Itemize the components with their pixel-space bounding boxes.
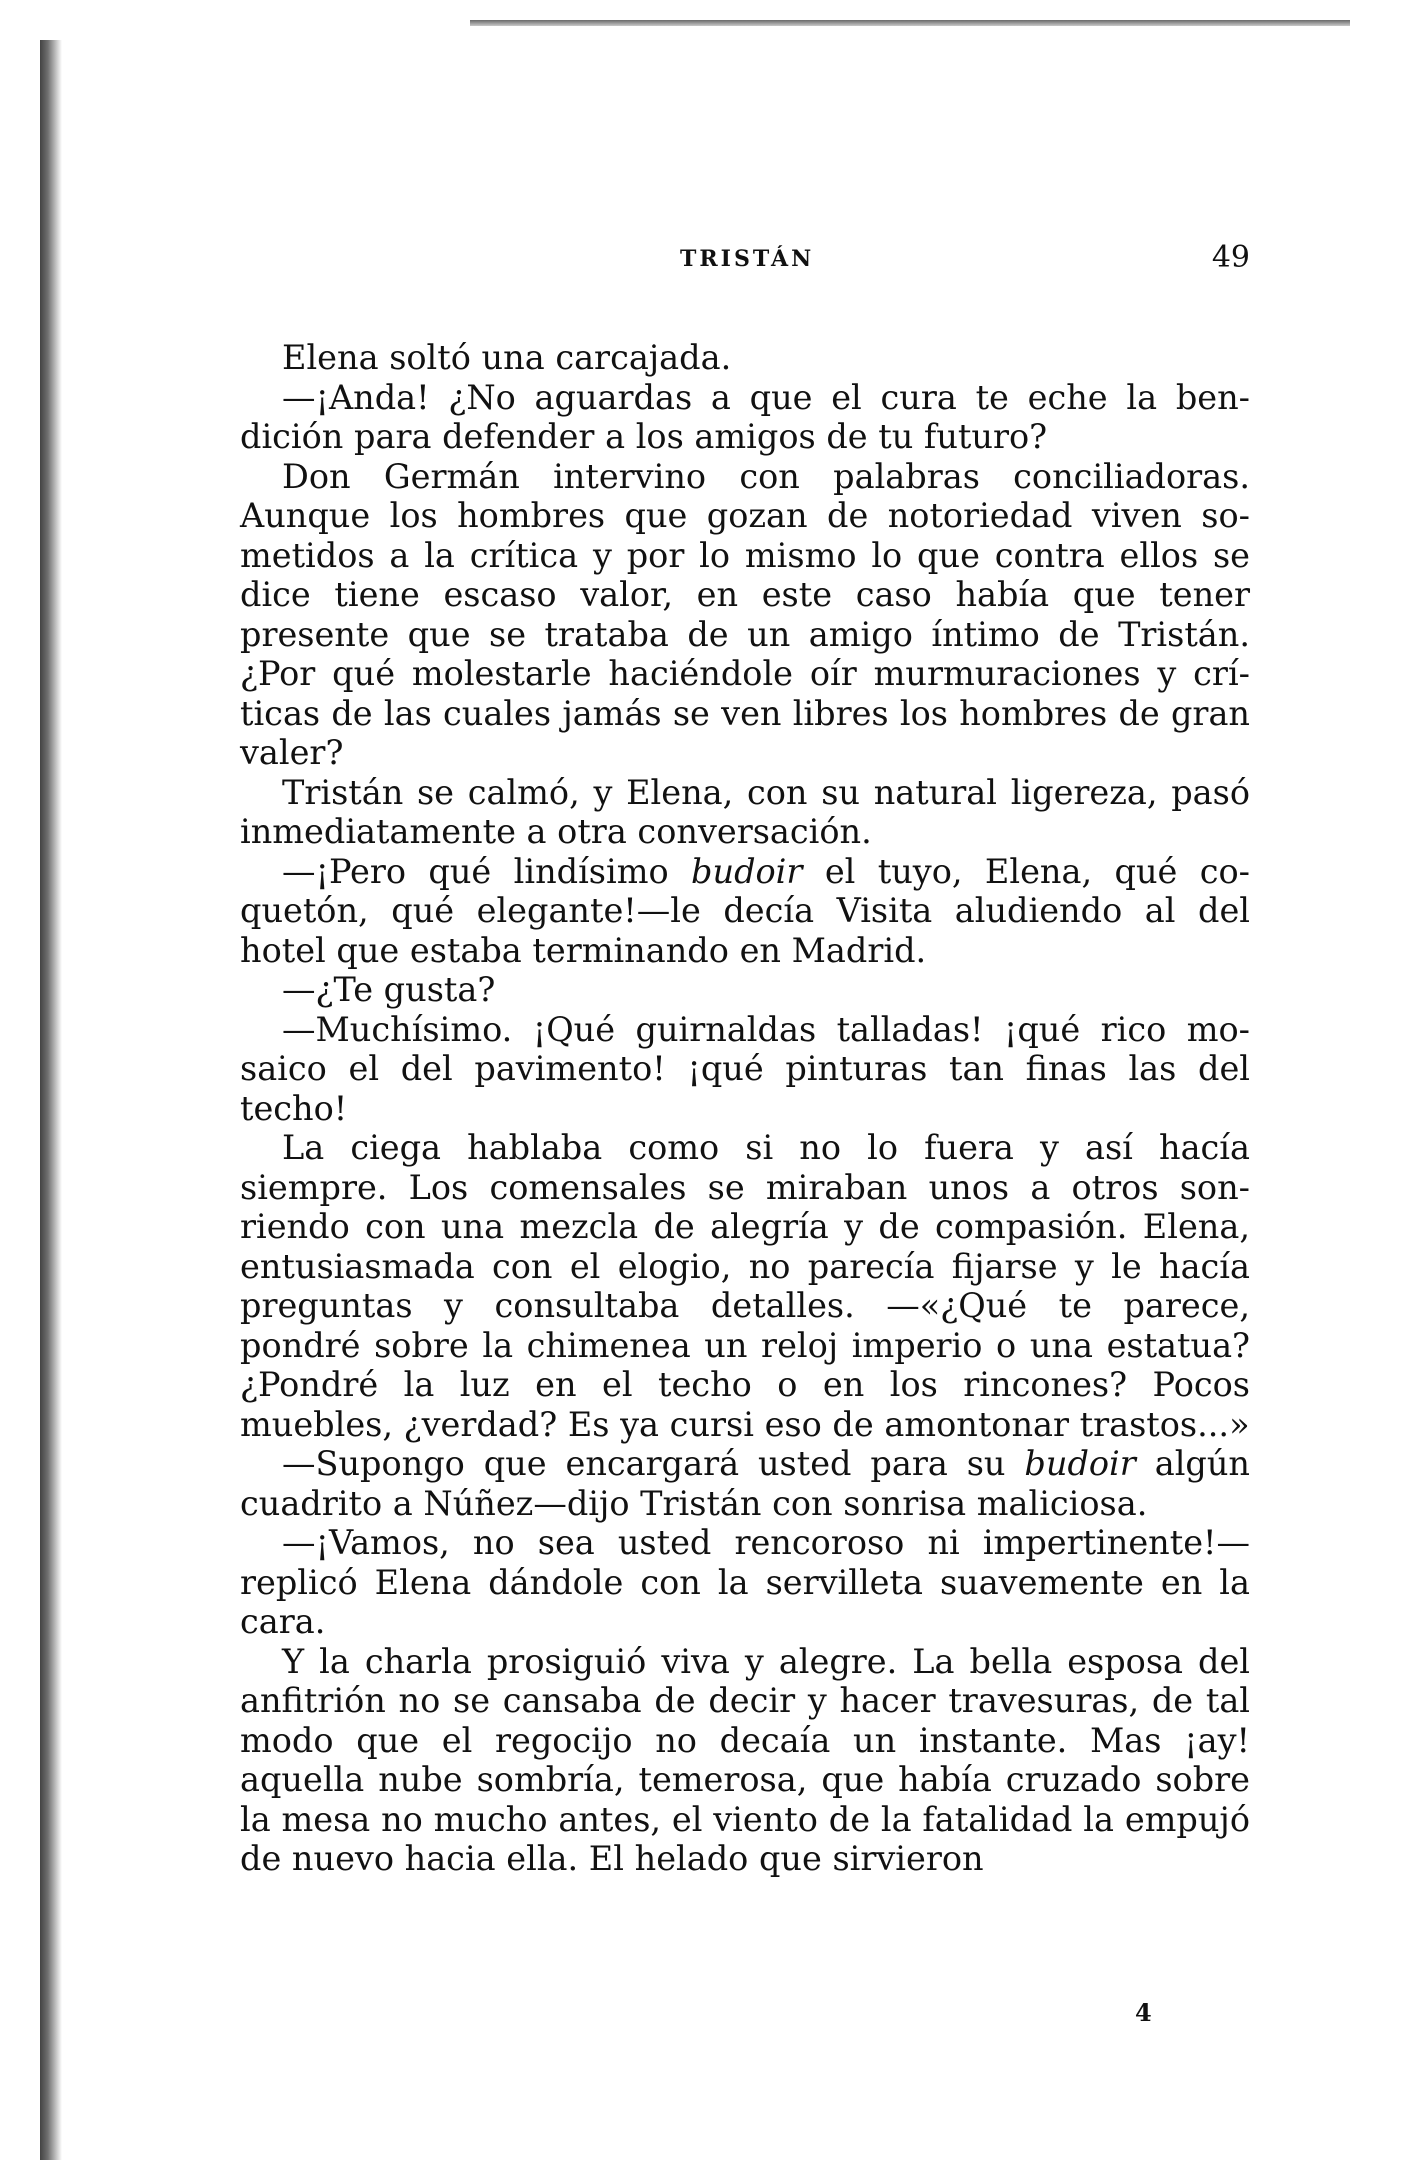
paragraph-5-start: —¡Pero qué lindísimo	[282, 851, 692, 891]
paragraph-9-end: algún cuadrito a Núñez—dijo Tristán con sonrisa maliciosa.	[240, 1444, 1250, 1523]
signature-mark: 4	[1135, 1998, 1152, 2027]
page-header	[240, 240, 1250, 280]
paragraph-6: —¿Te gusta?	[282, 970, 496, 1009]
paragraph-7: —Muchísimo. ¡Qué guirnaldas talladas! ¡qué rico mosaico el del pavimento! ¡qué pinturas tan finas las del techo!	[240, 1009, 1250, 1128]
paragraph-5-end: el tuyo, Elena, qué coquetón, qué elegante!—le decía Visita aludiendo al del hotel que estaba terminando en Madrid.	[240, 851, 1250, 970]
body-text	[240, 338, 1250, 1879]
paragraph-5	[240, 852, 1250, 971]
paragraph-10: —¡Vamos, no sea usted rencoroso ni impertinente!—replicó Elena dándole con la servilleta suavemente en la cara.	[240, 1523, 1250, 1641]
italic-word-budoir: budoir	[691, 851, 803, 891]
book-binding-shadow	[40, 40, 62, 2160]
scan-top-edge	[470, 20, 1350, 26]
paragraph-8: La ciega hablaba como si no lo fuera y así hacía siempre. Los comensales se miraban unos a otros sonriendo con una mezcla de alegría y de compasión. Elena, entusiasmada con el elogio, no parecía fijarse y le hacía preguntas y consultaba detalles. —«¿Qué te parece, pondré sobre la chimenea un reloj imperio o una estatua? ¿Pondré la luz en el techo o en los rincones? Pocos muebles, ¿verdad? Es ya cursi eso de amontonar trastos...»	[240, 1128, 1250, 1444]
italic-word-budoir: budoir	[1024, 1444, 1136, 1483]
paragraph-9	[240, 1444, 1250, 1523]
paragraph-1: Elena soltó una carcajada.	[282, 338, 732, 377]
running-title: TRISTÁN	[680, 246, 815, 272]
paragraph-11: Y la charla prosiguió viva y alegre. La bella esposa del anfitrión no se cansaba de decir y hacer travesuras, de tal modo que el regocijo no decaía un instante. Mas ¡ay! aquella nube sombría, temerosa, que había cruzado sobre la mesa no mucho antes, el viento de la fatalidad la empujó de nuevo hacia ella. El helado que sirvieron	[240, 1641, 1250, 1878]
paragraph-3: Don Germán intervino con palabras conciliadoras. Aunque los hombres que gozan de notoriedad viven sometidos a la crítica y por lo mismo lo que contra ellos se dice tiene escaso valor, en este caso había que tener presente que se trataba de un amigo íntimo de Tristán. ¿Por qué molestarle haciéndole oír murmuraciones y críticas de las cuales jamás se ven libres los hombres de gran valer?	[240, 456, 1250, 772]
paragraph-2: —¡Anda! ¿No aguardas a que el cura te eche la bendición para defender a los amigos de tu futuro?	[240, 377, 1250, 456]
paragraph-4: Tristán se calmó, y Elena, con su natural ligereza, pasó inmediatamente a otra conversación.	[240, 772, 1250, 851]
paragraph-9-start: —Supongo que encargará usted para su	[282, 1444, 1025, 1483]
page-number: 49	[1211, 240, 1250, 275]
